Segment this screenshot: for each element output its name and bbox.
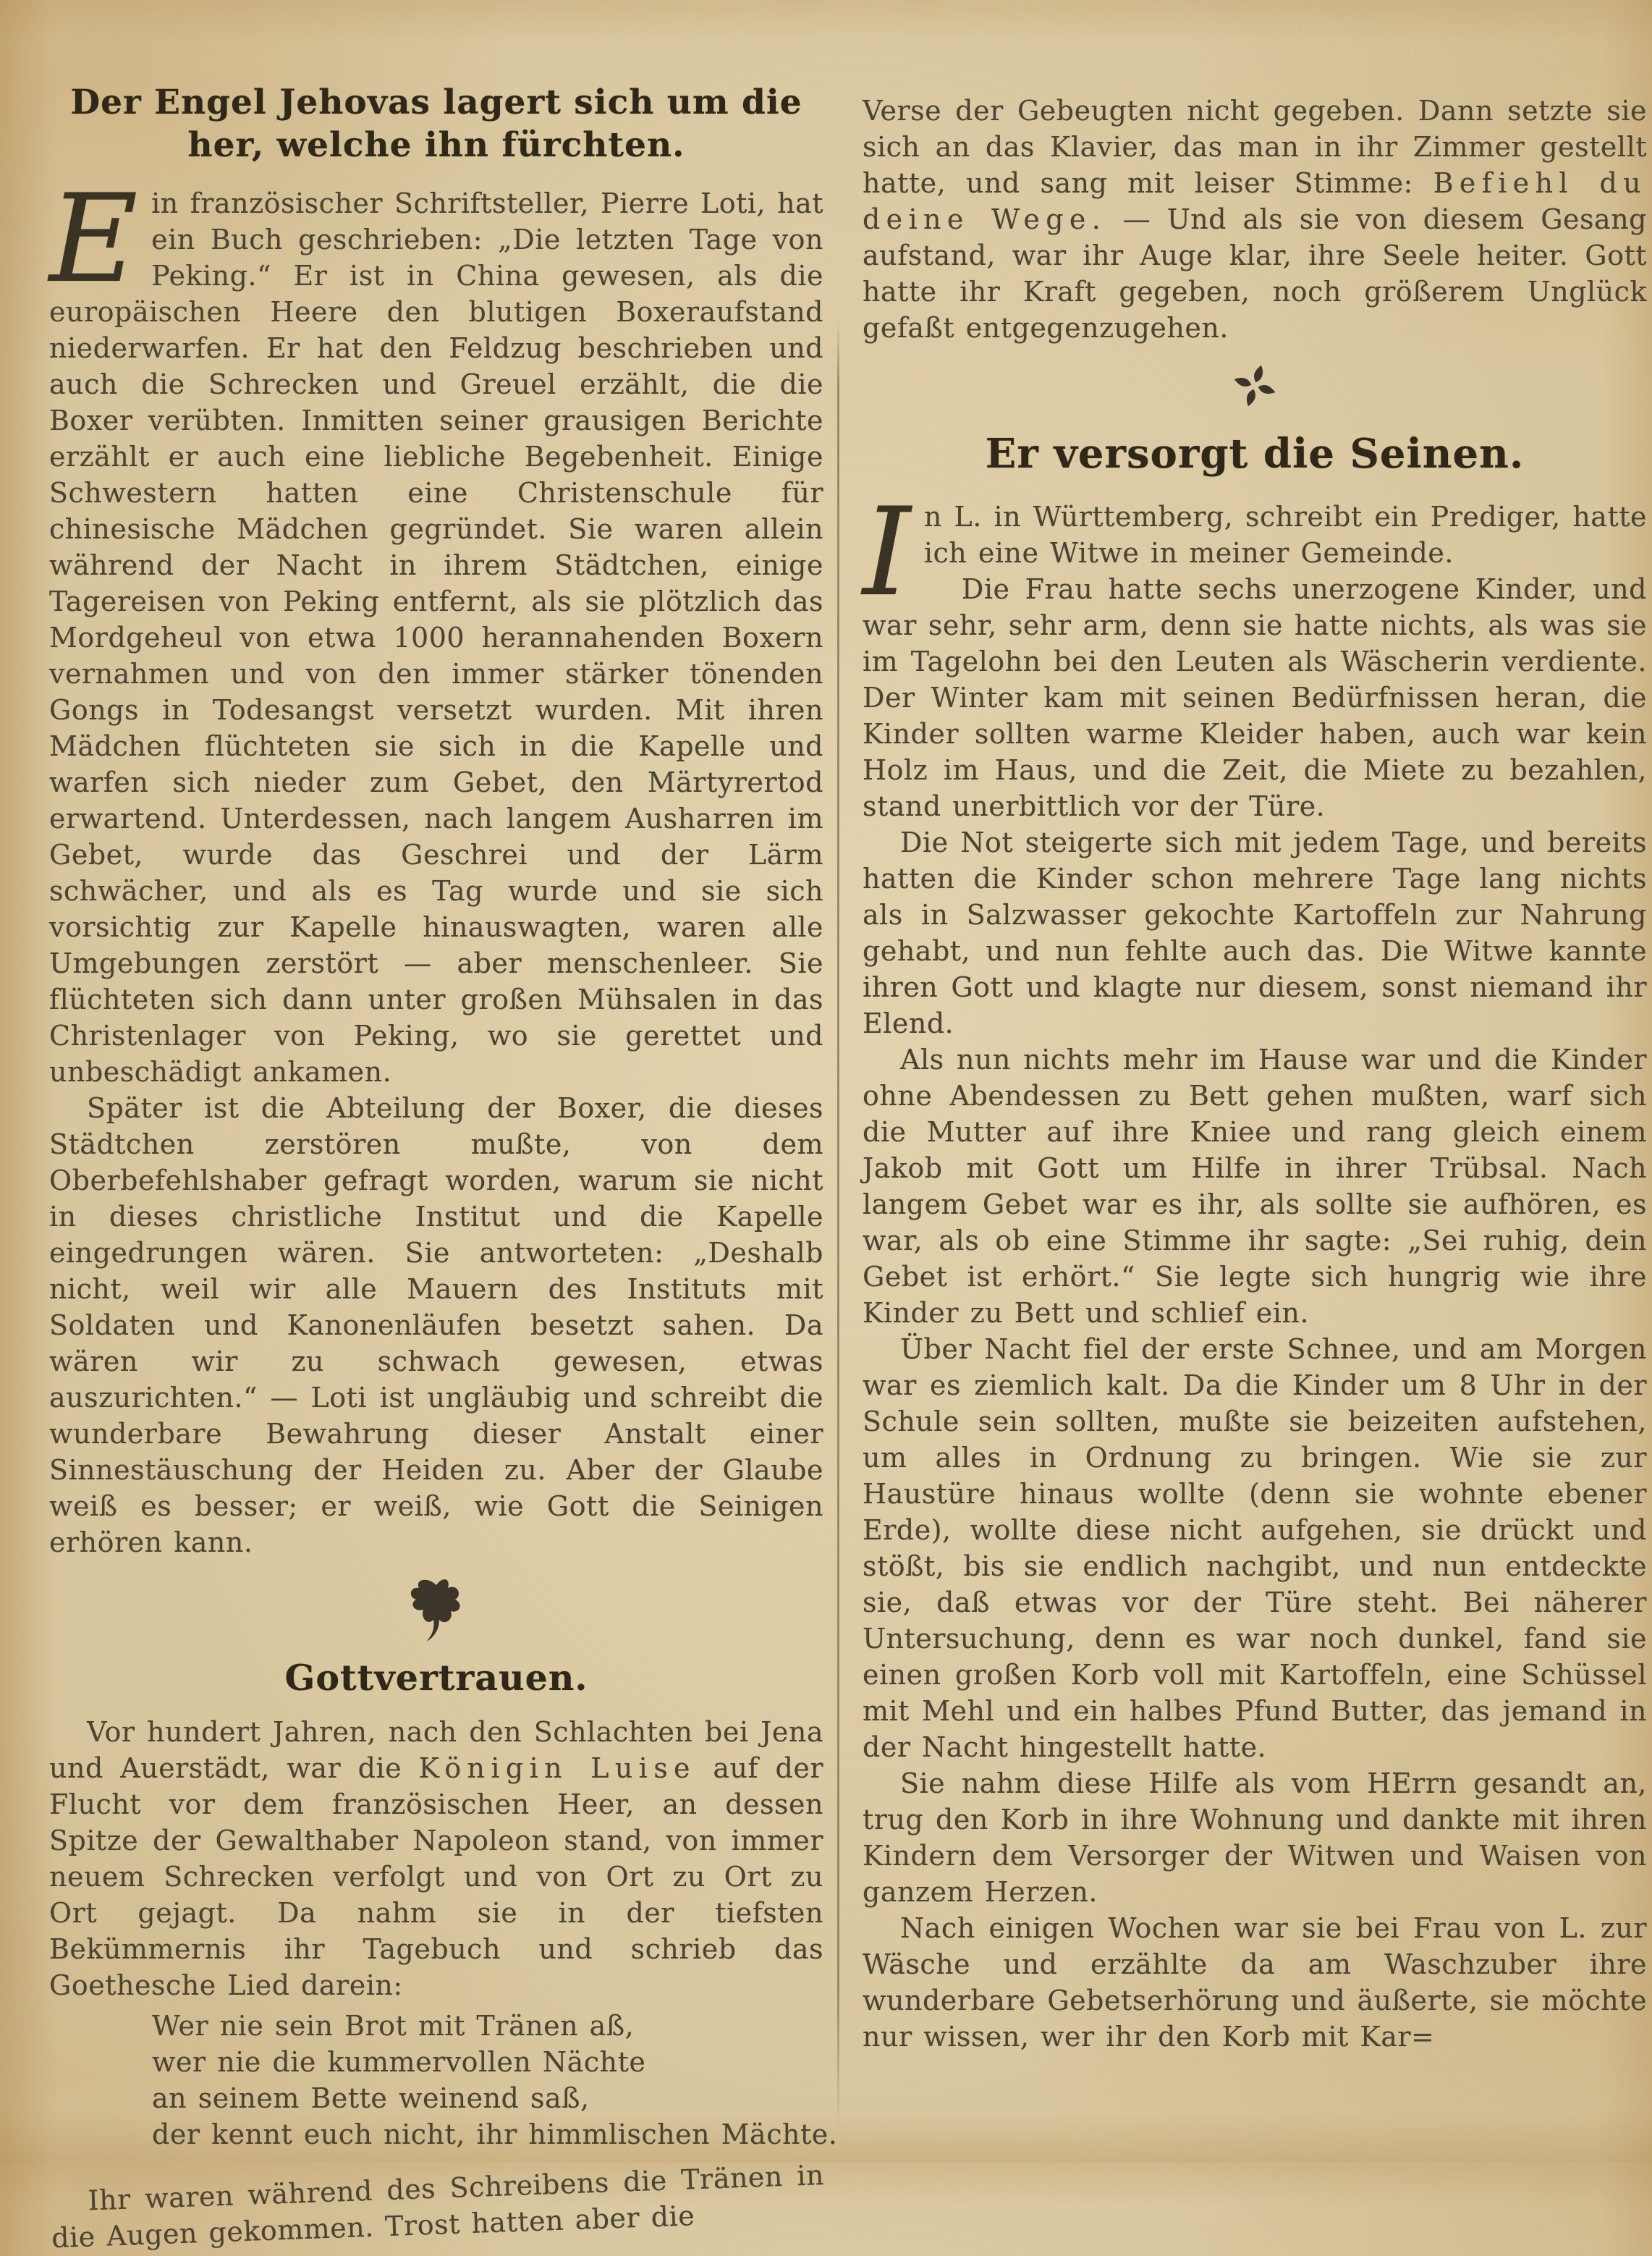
article2-title: Gottvertrauen.	[284, 1657, 588, 1699]
right-column	[863, 0, 1647, 2055]
paragraph-text: Ihr waren während des Schreibens die Tränen in die Augen gekommen. Trost hatten aber die	[51, 2159, 825, 2255]
continuation-paragraph	[863, 93, 1647, 346]
article3-paragraph-7	[863, 1910, 1647, 2055]
paragraph-text: Vor hundert Jahren, nach den Schlachten bei Jena und Auerstädt, war die	[49, 1716, 823, 1785]
paragraph-text: Die Not steigerte sich mit jedem Tage, und bereits hatten die Kinder schon mehrere Tage lang nichts als in Salzwasser gekochte Kartoffeln zur Nahrung gehabt, und nun fehlte auch das. Die Witwe kannte ihren Gott und klagte nur diesem, sonst niemand ihr Elend.	[863, 826, 1647, 1039]
article3-title: Er versorgt die Seinen.	[985, 430, 1525, 478]
column-divider	[837, 322, 839, 2132]
emphasized-hymn-title: Befiehl du deine Wege.	[863, 167, 1647, 235]
paragraph-text: Die Frau hatte sechs unerzogene Kinder, und war sehr, sehr arm, denn sie hatte nichts, als was sie im Tagelohn bei den Leuten als Wäscherin verdiente. Der Winter kam mit seinen Bedürfnissen heran, die Kinder sollten warme Kleider haben, auch war kein Holz im Haus, und die Zeit, die Miete zu bezahlen, stand unerbittlich vor der Türe.	[863, 573, 1647, 822]
paragraph-text: auf der Flucht vor dem französischen Heer, an dessen Spitze der Gewalthaber Napoleon stand, von immer neuem Schrecken verfolgt und von Ort zu Ort zu Ort gejagt. Da nahm sie in der tiefsten Bekümmernis ihr Tagebuch und schrieb das Goethesche Lied darein:	[49, 1752, 823, 2002]
poem-line: wer nie die kummervollen Nächte	[152, 2046, 646, 2079]
paragraph-text: Sie nahm diese Hilfe als vom HErrn gesandt an, trug den Korb in ihre Wohnung und dankte mit ihren Kindern dem Versorger der Witwen und Waisen von ganzem Herzen.	[863, 1767, 1647, 1908]
article3-paragraph-1	[863, 481, 1647, 623]
article3-paragraph-5	[863, 1331, 1647, 1765]
section-ornament	[863, 362, 1647, 410]
emphasized-name: Königin Luise	[418, 1752, 696, 1785]
article1-paragraph-2	[49, 1090, 823, 1560]
section-ornament	[49, 1576, 823, 1643]
paragraph-text: Nach einigen Wochen war sie bei Frau von L. zur Wäsche und erzählte da am Waschzuber ihre wunderbare Gebetserhörung und äußerte, sie möchte nur wissen, wer ihr den Korb mit Kar=	[863, 1911, 1647, 2053]
dropcap-initial-e: E	[49, 168, 139, 310]
floral-rosette-icon	[1231, 362, 1279, 410]
article2-paragraph-1	[49, 1714, 823, 2003]
left-column	[49, 0, 838, 2255]
poem-stanza	[152, 2008, 838, 2153]
paragraph-text: n L. in Württemberg, schreibt ein Prediger, hatte ich eine Witwe in meiner Gemeinde.	[923, 500, 1647, 569]
article3-paragraph-6	[863, 1765, 1647, 1910]
article3-paragraph-2	[863, 571, 1647, 824]
dropcap-initial-i: I	[863, 481, 911, 623]
paragraph-text: in französischer Schriftsteller, Pierre Loti, hat ein Buch geschrieben: „Die letzten Tage von Peking.“ Er ist in China gewesen, als die europäischen Heere den blutigen Boxeraufstand niederwarfen. Er hat den Feldzug beschrieben und auch die Schrecken und Greuel erzählt, die die Boxer verübten. Inmitten seiner grausigen Berichte erzählt er auch eine liebliche Begebenheit. Einige Schwestern hatten eine Christenschule für chinesische Mädchen gegründet. Sie waren allein während der Nacht in ihrem Städtchen, einige Tagereisen von Peking entfernt, als sie plötzlich das Mordgeheul von etwa 1000 herannahenden Boxern vernahmen und von den immer stärker tönenden Gongs in Todesangst versetzt wurden. Mit ihren Mädchen flüchteten sie sich in die Kapelle und warfen sich nieder zum Gebet, den Märtyrertod erwartend. Unterdessen, nach langem Ausharren im Gebet, wurde das Geschrei und der Lärm schwächer, und als es Tag wurde und sie sich vorsichtig zur Kapelle hinauswagten, waren alle Umgebungen zerstört — aber menschenleer. Sie flüchteten sich dann unter großen Mühsalen in das Christenlager von Peking, wo sie gerettet und unbeschädigt ankamen.	[49, 187, 823, 1089]
paragraph-text: Verse der Gebeugten nicht gegeben. Dann setzte sie sich an das Klavier, das man in ihr Zimmer gestellt hatte, und sang mit leiser Stimme:	[863, 95, 1647, 199]
paragraph-text: — Und als sie von diesem Gesang aufstand, war ihr Auge klar, ihre Seele heiter. Gott hatte ihr Kraft gegeben, noch größerem Unglück gefaßt entgegenzugehen.	[863, 203, 1647, 344]
article3-paragraph-3	[863, 824, 1647, 1042]
article1-paragraph-1	[49, 168, 823, 1090]
article3-paragraph-4	[863, 1042, 1647, 1331]
article2-paragraph-2	[50, 2157, 826, 2256]
poem-line: Wer nie sein Brot mit Tränen aß,	[152, 2010, 635, 2042]
paragraph-text: Später ist die Abteilung der Boxer, die dieses Städtchen zerstören mußte, von dem Oberbefehlshaber gefragt worden, warum sie nicht in dieses christliche Institut und die Kapelle eingedrungen wären. Sie antworteten: „Deshalb nicht, weil wir alle Mauern des Instituts mit Soldaten und Kanonenläufen besetzt sahen. Da wären wir zu schwach gewesen, etwas auszurichten.“ — Loti ist ungläubig und schreibt die wunderbare Bewahrung dieser Anstalt einer Sinnestäuschung der Heiden zu. Aber der Glaube weiß es besser; er weiß, wie Gott die Seinigen erhören kann.	[49, 1092, 823, 1559]
paragraph-text: Über Nacht fiel der erste Schnee, und am Morgen war es ziemlich kalt. Da die Kinder um 8 Uhr in der Schule sein sollten, mußte sie beizeiten aufstehen, um alles in Ordnung zu bringen. Wie sie zur Haustüre hinaus wollte (denn sie wohnte ebener Erde), wollte diese nicht aufgehen, sie drückt und stößt, bis sie endlich nachgibt, und nun entdeckte sie, daß etwas vor der Türe steht. Bei näherer Untersuchung, denn es war noch dunkel, fand sie einen großen Korb voll mit Kartoffeln, eine Schüssel mit Mehl und ein halbes Pfund Butter, das jemand in der Nacht hingestellt hatte.	[863, 1332, 1647, 1763]
article1-title: Der Engel Jehovas lagert sich um die her, welche ihn fürchten.	[70, 83, 802, 166]
paragraph-text: Als nun nichts mehr im Hause war und die Kinder ohne Abendessen zu Bett gehen mußten, warf sich die Mutter auf ihre Kniee und rang gleich einem Jakob mit Gott um Hilfe in ihrer Trübsal. Nach langem Gebet war es ihr, als sollte sie aufhören, es war, als ob eine Stimme ihr sagte: „Sei ruhig, dein Gebet ist erhört.“ Sie legte sich hungrig wie ihre Kinder zu Bett und schlief ein.	[863, 1043, 1647, 1329]
poem-line: an seinem Bette weinend saß,	[152, 2082, 590, 2115]
poem-line: der kennt euch nicht, ihr himmlischen Mächte.	[152, 2118, 838, 2151]
vine-leaf-icon	[406, 1576, 467, 1643]
